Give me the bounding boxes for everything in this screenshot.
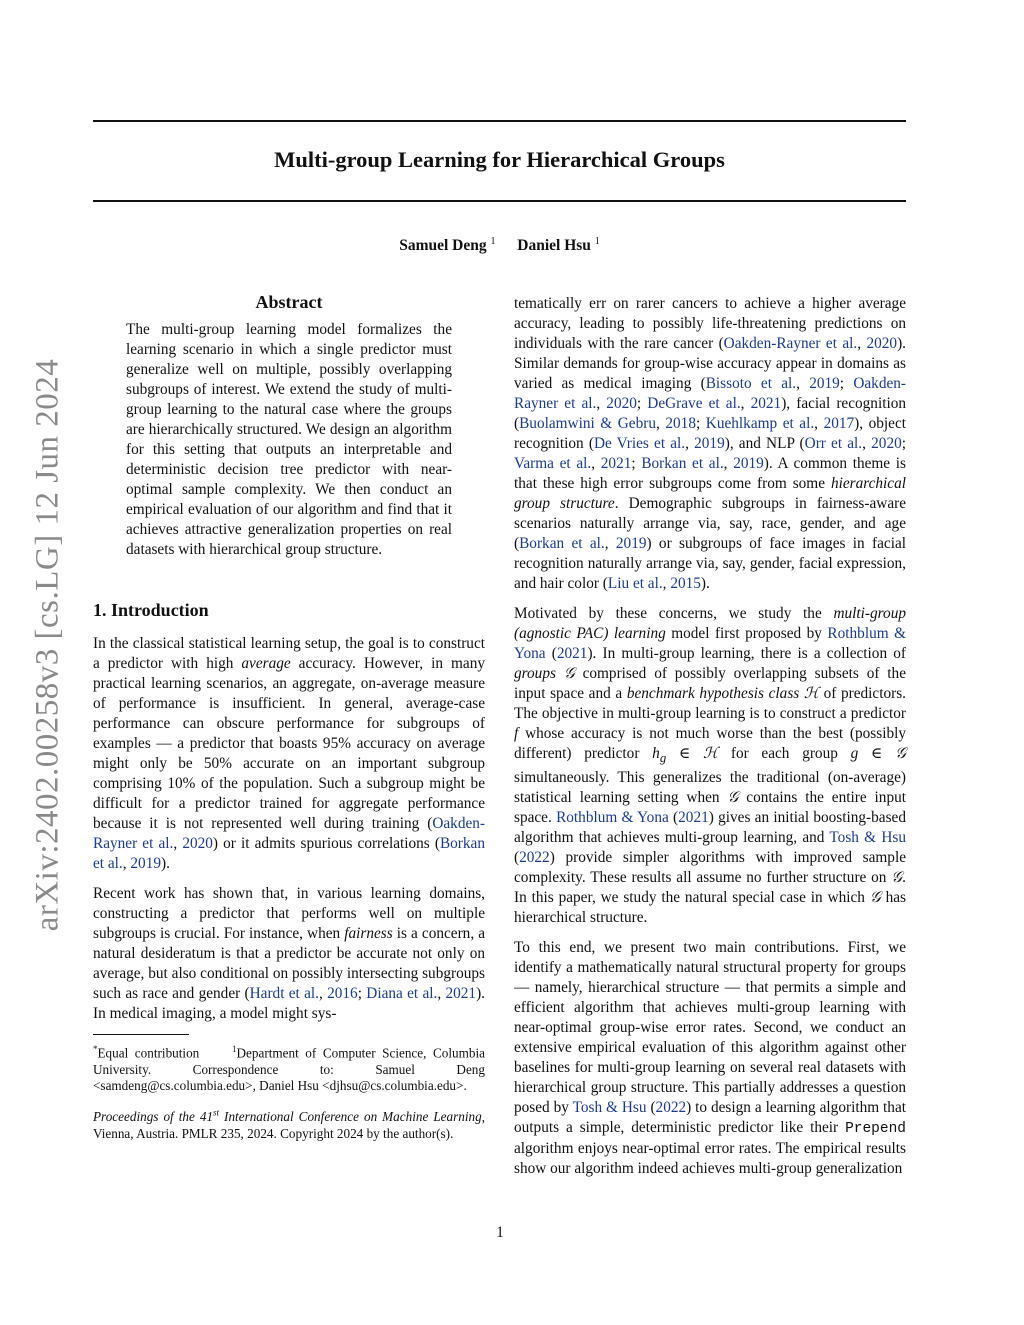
citation-link[interactable]: Orr et al.	[804, 435, 863, 452]
citation-link[interactable]: Diana et al.	[366, 985, 438, 1002]
citation-link[interactable]: Oakden-Rayner et al.	[93, 815, 485, 852]
intro-paragraph: Motivated by these concerns, we study the multi-group (agnostic PAC) learning model first proposed by Rothblum & Yona (2021). In multi-group learning, there is a collection of groups 𝒢 comprised of possibly overlapping subsets of the input space and a benchmark hypothesis class ℋ of predictors. The objective in multi-group learning is to construct a predictor f whose accuracy is not much worse than the best (possibly different) predictor $h_g$ ∈ ℋ for each group g ∈ 𝒢 simultaneously. This generalizes the traditional (on-average) statistical learning setting when 𝒢 contains the entire input space. Rothblum & Yona (2021) gives an initial boosting-based algorithm that achieves multi-group learning, and Tosh & Hsu (2022) provide simpler algorithms with improved sample complexity. These results all assume no further structure on 𝒢. In this paper, we study the natural special case in which 𝒢 has hierarchical structure.	[514, 605, 906, 927]
citation-link[interactable]: 2021	[556, 645, 588, 662]
citation-link[interactable]: Kuehlkamp et al.	[705, 415, 815, 432]
proceedings-note: Proceedings of the 41st International Conference on Machine Learning, Vienna, Austria. PMLR 235, 2024. Copyright 2024 by the author(s).	[93, 1107, 485, 1141]
author-list	[93, 236, 906, 255]
author-affiliation-mark: 1	[490, 236, 496, 247]
paper-title: Multi-group Learning for Hierarchical Groups	[274, 147, 725, 172]
citation-link[interactable]: 2021	[678, 809, 709, 827]
citation-link[interactable]: Buolamwini & Gebru	[519, 415, 656, 432]
citation-link[interactable]: Borkan et al.	[641, 455, 724, 472]
citation-link[interactable]: Hardt et al.	[249, 985, 319, 1002]
author-affiliation-mark: 1	[594, 236, 600, 247]
intro-paragraph: tematically err on rarer cancers to achieve a higher average accuracy, leading to possibly life-threatening predictions on individuals with the rare cancer (Oakden-Rayner et al., 2020). Similar demands for group-wise accuracy appear in domains as varied as medical imaging (Bissoto et al., 2019; Oakden-Rayner et al., 2020; DeGrave et al., 2021), facial recognition (Buolamwini & Gebru, 2018; Kuehlkamp et al., 2017), object recognition (De Vries et al., 2019), and NLP (Orr et al., 2020; Varma et al., 2021; Borkan et al., 2019). A common theme is that these high error subgroups come from some hierarchical group structure. Demographic subgroups in fairness-aware scenarios naturally arrange via, say, race, gender, and age (Borkan et al., 2019) or subgroups of face images in facial recognition naturally arrange via, say, gender, facial expression, and hair color (Liu et al., 2015).	[514, 295, 907, 592]
top-rule	[93, 120, 906, 122]
citation-link[interactable]: 2021	[445, 985, 477, 1002]
author-name: Daniel Hsu	[517, 237, 591, 255]
citation-link[interactable]: 2019	[733, 455, 764, 472]
footnote-rule	[93, 1034, 189, 1035]
citation-link[interactable]: 2021	[600, 455, 632, 472]
citation-link[interactable]: Oakden-Rayner et al.	[723, 335, 858, 352]
left-column	[93, 292, 485, 1152]
citation-link[interactable]: 2020	[871, 435, 902, 452]
citation-link[interactable]: 2020	[606, 395, 637, 412]
intro-paragraph: To this end, we present two main contributions. First, we identify a mathematically natural structural property for groups — namely, hierarchical structure — that permits a simple and efficient algorithm that achieves multi-group learning with near-optimal group-wise error rates. Second, we conduct an extensive empirical evaluation of this algorithm against other baselines for multi-group learning on several real datasets with hierarchical group structure. This partially addresses a question posed by Tosh & Hsu (2022) to design a learning algorithm that outputs a simple, deterministic predictor like their Prepend algorithm enjoys near-optimal error rates. The empirical results show our algorithm indeed achieves multi-group generalization	[514, 939, 906, 1178]
citation-link[interactable]: 2019	[694, 435, 725, 452]
citation-link[interactable]: Bissoto et al.	[705, 375, 797, 392]
citation-link[interactable]: 2020	[182, 835, 213, 852]
abstract-heading: Abstract	[255, 292, 323, 312]
citation-link[interactable]: 2019	[809, 375, 840, 392]
intro-paragraph: In the classical statistical learning setup, the goal is to construct a predictor with high average accuracy. However, in many practical learning scenarios, an aggregate, on-average measure of performance is insufficient. In general, average-case performance can obscure performance for subgroups of examples — a predictor that boasts 95% accuracy on average might only be 50% accurate on an important subgroup comprising 10% of the population. Such a subgroup might be difficult for a predictor trained for aggregate performance because it is not represented well during training (Oakden-Rayner et al., 2020) or it admits spurious correlations (Borkan et al., 2019).	[93, 635, 485, 872]
citation-link[interactable]: 2021	[750, 395, 782, 412]
citation-link[interactable]: 2015	[670, 575, 701, 592]
citation-link[interactable]: Rothblum & Yona	[514, 625, 906, 662]
citation-link[interactable]: 2019	[130, 855, 161, 872]
citation-link[interactable]: DeGrave et al.	[647, 395, 741, 412]
citation-link[interactable]: Borkan et al.	[93, 835, 485, 872]
abstract-text: The multi-group learning model formalizes the learning scenario in which a single predictor must generalize well on multiple, possibly overlapping subgroups of interest. We extend the study of multi-group learning to the natural case where the groups are hierarchically structured. We design an algorithm for this setting that outputs an interpretable and deterministic decision tree predictor with near-optimal sample complexity. We then conduct an empirical evaluation of our algorithm and find that it achieves attractive generalization properties on real datasets with hierarchical group structure.	[126, 321, 452, 558]
author-name: Samuel Deng	[399, 237, 487, 255]
citation-link[interactable]: 2022	[655, 1099, 687, 1117]
citation-link[interactable]: Tosh & Hsu	[572, 1099, 647, 1117]
citation-link[interactable]: 2019	[615, 535, 647, 552]
citation-link[interactable]: Rothblum & Yona	[556, 809, 669, 827]
section-heading: 1. Introduction	[93, 600, 209, 620]
citation-link[interactable]: 2020	[866, 335, 898, 352]
citation-link[interactable]: Tosh & Hsu	[829, 829, 906, 847]
arxiv-identifier: arXiv:2402.00258v3 [cs.LG] 12 Jun 2024	[29, 358, 66, 932]
citation-link[interactable]: Varma et al.	[514, 455, 592, 472]
title-bottom-rule	[93, 200, 906, 202]
citation-link[interactable]: Oakden-Rayner et al.	[514, 375, 906, 412]
citation-link[interactable]: 2016	[327, 985, 358, 1002]
citation-link[interactable]: 2018	[665, 415, 696, 432]
citation-link[interactable]: Liu et al.	[607, 575, 663, 592]
citation-link[interactable]: De Vries et al.	[593, 435, 686, 452]
right-column	[514, 294, 906, 1189]
citation-link[interactable]: 2017	[823, 415, 855, 432]
citation-link[interactable]: 2022	[519, 849, 550, 867]
page-number: 1	[496, 1224, 504, 1241]
intro-paragraph: Recent work has shown that, in various learning domains, constructing a predictor that performs well on multiple subgroups is crucial. For instance, when fairness is a concern, a natural desideratum is that a predictor be accurate not only on average, but also conditional on possibly intersecting subgroups such as race and gender (Hardt et al., 2016; Diana et al., 2021). In medical imaging, a model might sys-	[93, 885, 485, 1022]
citation-link[interactable]: Borkan et al.	[519, 535, 605, 552]
footnote: *Equal contribution $^1$Department of Computer Science, Columbia University. Correspondence to: Samuel Deng <samdeng@cs.columbia.edu>, Daniel Hsu <djhsu@cs.columbia.edu>.	[93, 1044, 485, 1094]
